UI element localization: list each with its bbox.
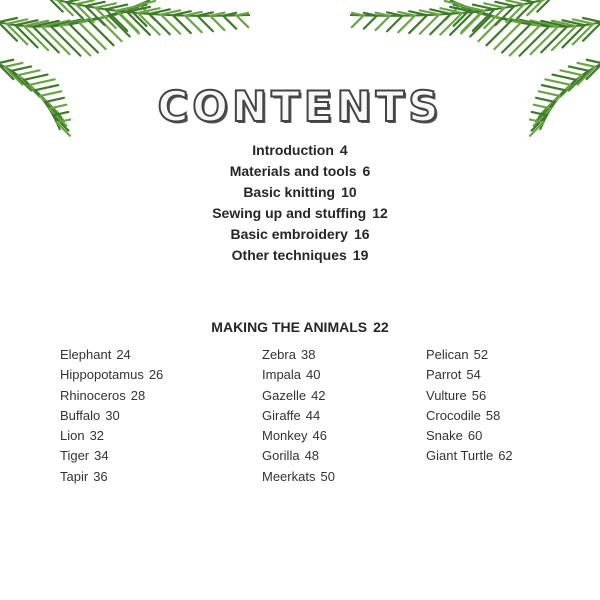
entry-label: Basic knitting [243,184,336,200]
animal-entry[interactable] [60,426,163,446]
animal-page: 34 [94,448,109,464]
animal-page: 50 [320,468,335,484]
animal-list-column-3 [426,345,513,467]
animal-label: Monkey [262,428,308,444]
animal-page: 60 [467,428,483,444]
animal-entry[interactable] [426,406,513,426]
entry-page: 19 [352,247,369,263]
animal-page: 38 [300,347,316,362]
animal-page: 52 [473,347,489,362]
animal-label: Hippopotamus [60,367,144,383]
animal-list-column-1 [60,345,163,487]
animal-page: 28 [130,387,146,403]
section-label: MAKING THE ANIMALS [211,319,368,335]
entry-page: 12 [372,205,388,221]
entry-page: 4 [339,142,348,158]
animal-label: Lion [60,428,85,444]
animal-entry[interactable] [262,386,335,406]
animal-page: 58 [485,407,501,423]
animal-page: 30 [105,407,120,423]
animal-entry[interactable] [426,365,513,385]
animal-entry[interactable] [60,365,163,385]
animal-label: Snake [426,428,463,444]
animal-page: 46 [312,428,327,444]
animal-label: Vulture [426,387,467,403]
animal-entry[interactable] [262,446,335,466]
animal-page: 40 [306,367,321,383]
intro-contents-list [0,140,600,266]
entry-label: Introduction [252,142,334,158]
animal-entry[interactable] [60,446,163,466]
animal-label: Crocodile [426,407,481,423]
entry-page: 16 [353,226,370,242]
animal-entry[interactable] [60,386,163,406]
animal-entry[interactable] [262,345,335,365]
animal-page: 36 [93,468,108,484]
animal-entry[interactable] [426,386,513,406]
page-title: CONTENTS [157,82,443,131]
animal-page: 42 [311,387,326,403]
entry-label: Basic embroidery [230,226,348,242]
animal-label: Gorilla [262,448,300,464]
animal-entry[interactable] [262,467,335,487]
animal-label: Parrot [426,367,462,383]
contents-entry[interactable] [0,182,600,203]
animal-page: 24 [116,347,131,362]
contents-entry[interactable] [0,140,600,161]
animal-page: 48 [304,448,320,464]
animal-list-column-2 [262,345,335,487]
animal-page: 44 [305,407,321,423]
animal-page: 26 [148,367,164,383]
entry-page: 10 [341,184,357,200]
animal-label: Rhinoceros [60,387,126,403]
animal-label: Gazelle [262,387,307,403]
animal-label: Giraffe [262,407,301,423]
animal-page: 54 [466,367,481,383]
animal-label: Meerkats [262,468,316,484]
contents-entry[interactable] [0,224,600,245]
animal-entry[interactable] [60,345,163,365]
animal-page: 32 [89,428,105,444]
animal-label: Pelican [426,347,469,362]
animal-label: Tapir [60,468,89,484]
animal-label: Buffalo [60,407,101,423]
animal-label: Tiger [60,448,90,464]
animal-entry[interactable] [262,426,335,446]
entry-label: Other techniques [231,247,347,263]
animal-entry[interactable] [60,467,163,487]
entry-page: 6 [362,163,371,179]
animal-label: Elephant [60,347,112,362]
animal-entry[interactable] [426,426,513,446]
animal-label: Impala [262,367,302,383]
animal-label: Giant Turtle [426,448,494,464]
entry-label: Materials and tools [229,163,357,179]
animal-page: 56 [471,387,487,403]
section-page: 22 [373,319,389,335]
animal-page: 62 [498,448,513,464]
contents-entry[interactable] [0,161,600,182]
animal-entry[interactable] [262,406,335,426]
animal-entry[interactable] [426,446,513,466]
section-heading-making-animals[interactable] [0,319,600,335]
animal-entry[interactable] [60,406,163,426]
animal-label: Zebra [262,347,296,362]
animal-entry[interactable] [262,365,335,385]
contents-entry[interactable] [0,245,600,266]
contents-entry[interactable] [0,203,600,224]
entry-label: Sewing up and stuffing [212,205,367,221]
animal-entry[interactable] [426,345,513,365]
